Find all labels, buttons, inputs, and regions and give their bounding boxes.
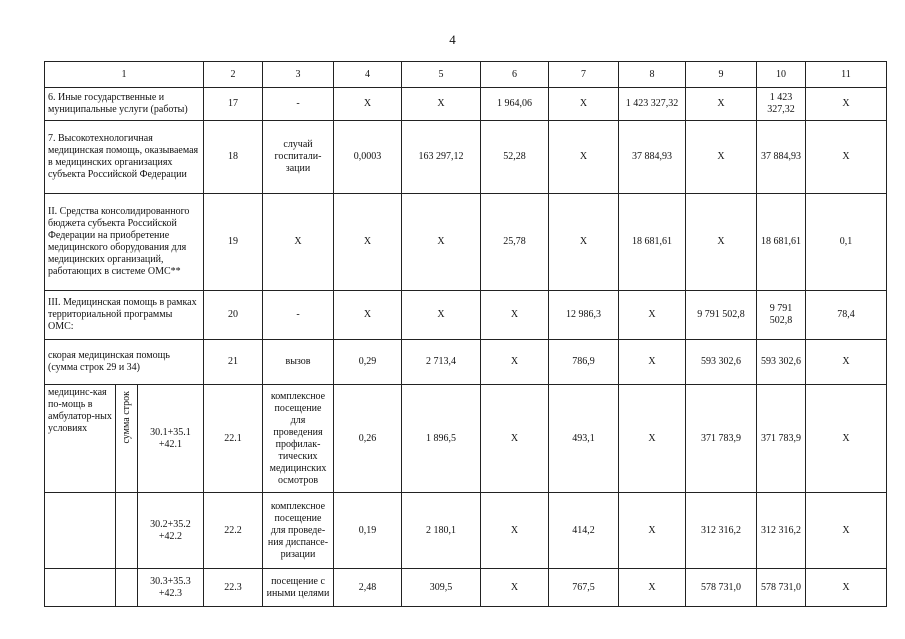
cell: 2 180,1 <box>402 493 481 569</box>
header-cell: 8 <box>619 62 686 88</box>
cell: 2 713,4 <box>402 340 481 385</box>
cell: Х <box>806 569 887 607</box>
cell: Х <box>402 291 481 340</box>
group-label: медицинс-кая по-мощь в амбулатор-ных условиях <box>45 385 116 493</box>
sub-cell: 30.1+35.1 +42.1 <box>138 385 204 493</box>
cell: 78,4 <box>806 291 887 340</box>
cell: 493,1 <box>549 385 619 493</box>
cell: 786,9 <box>549 340 619 385</box>
cell: посещение с иными целями <box>263 569 334 607</box>
table-row <box>45 340 887 385</box>
cell: 9 791 502,8 <box>757 291 806 340</box>
cell: 163 297,12 <box>402 121 481 194</box>
header-cell: 2 <box>204 62 263 88</box>
cell: 25,78 <box>481 194 549 291</box>
cell: комплексное посещение для проведе-ния диспансе-ризации <box>263 493 334 569</box>
cell: 593 302,6 <box>757 340 806 385</box>
cell: 0,26 <box>334 385 402 493</box>
table-row <box>45 569 887 607</box>
cell: Х <box>402 194 481 291</box>
cell: 2,48 <box>334 569 402 607</box>
cell: - <box>263 88 334 121</box>
cell: 1 423 327,32 <box>757 88 806 121</box>
cell: Х <box>263 194 334 291</box>
row-label: 6. Иные государственные и муниципальные услуги (работы) <box>45 88 204 121</box>
header-cell: 3 <box>263 62 334 88</box>
cell: - <box>263 291 334 340</box>
cell: 593 302,6 <box>686 340 757 385</box>
row-label: II. Средства консолидированного бюджета субъекта Российской Федерации на приобретение медицинского оборудования для медицинских организаций, работающих в системе ОМС** <box>45 194 204 291</box>
cell: Х <box>334 194 402 291</box>
empty-cell <box>116 493 138 569</box>
table-row <box>45 291 887 340</box>
row-label: III. Медицинская помощь в рамках территориальной программы ОМС: <box>45 291 204 340</box>
cell: 312 316,2 <box>686 493 757 569</box>
cell: Х <box>619 493 686 569</box>
cell: 371 783,9 <box>757 385 806 493</box>
empty-cell <box>116 569 138 607</box>
cell: Х <box>806 493 887 569</box>
cell: Х <box>481 569 549 607</box>
cell: Х <box>334 88 402 121</box>
cell: 0,1 <box>806 194 887 291</box>
cell: Х <box>549 194 619 291</box>
page-number: 4 <box>449 32 456 47</box>
cell: 18 681,61 <box>619 194 686 291</box>
cell: 37 884,93 <box>619 121 686 194</box>
cell: Х <box>806 385 887 493</box>
header-cell: 9 <box>686 62 757 88</box>
cell: 21 <box>204 340 263 385</box>
budget-table <box>44 61 887 607</box>
cell: случай госпитали-зации <box>263 121 334 194</box>
row-label: 7. Высокотехнологичная медицинская помощь, оказываемая в медицинских организациях субъекта Российской Федерации <box>45 121 204 194</box>
cell: Х <box>549 88 619 121</box>
cell: Х <box>686 194 757 291</box>
cell: Х <box>481 493 549 569</box>
cell: Х <box>549 121 619 194</box>
table-row <box>45 88 887 121</box>
cell: 1 423 327,32 <box>619 88 686 121</box>
cell: 20 <box>204 291 263 340</box>
cell: 414,2 <box>549 493 619 569</box>
sub-cell: 30.3+35.3 +42.3 <box>138 569 204 607</box>
cell: Х <box>334 291 402 340</box>
cell: Х <box>619 569 686 607</box>
header-row <box>45 62 887 88</box>
cell: 37 884,93 <box>757 121 806 194</box>
cell: Х <box>686 88 757 121</box>
cell: 17 <box>204 88 263 121</box>
table-row <box>45 493 887 569</box>
table-row <box>45 194 887 291</box>
cell: 9 791 502,8 <box>686 291 757 340</box>
cell: 18 681,61 <box>757 194 806 291</box>
header-cell: 10 <box>757 62 806 88</box>
cell: 0,19 <box>334 493 402 569</box>
cell: Х <box>619 291 686 340</box>
cell: 578 731,0 <box>757 569 806 607</box>
cell: 0,29 <box>334 340 402 385</box>
cell: 578 731,0 <box>686 569 757 607</box>
cell: Х <box>481 385 549 493</box>
table-row <box>45 385 887 493</box>
header-cell: 5 <box>402 62 481 88</box>
cell: комплексное посещение для проведения профилак-тических медицинских осмотров <box>263 385 334 493</box>
cell: 371 783,9 <box>686 385 757 493</box>
sub-cell: 30.2+35.2 +42.2 <box>138 493 204 569</box>
row-label: скорая медицинская помощь (сумма строк 29 и 34) <box>45 340 204 385</box>
cell: 22.2 <box>204 493 263 569</box>
group-vertical-cell <box>116 385 138 493</box>
cell: Х <box>619 340 686 385</box>
cell: Х <box>806 340 887 385</box>
header-cell: 7 <box>549 62 619 88</box>
cell: Х <box>481 291 549 340</box>
cell: 309,5 <box>402 569 481 607</box>
cell: 1 896,5 <box>402 385 481 493</box>
cell: вызов <box>263 340 334 385</box>
cell: 18 <box>204 121 263 194</box>
cell: 22.1 <box>204 385 263 493</box>
cell: 1 964,06 <box>481 88 549 121</box>
cell: 0,0003 <box>334 121 402 194</box>
cell: Х <box>806 88 887 121</box>
header-cell: 4 <box>334 62 402 88</box>
cell: Х <box>686 121 757 194</box>
cell: 767,5 <box>549 569 619 607</box>
cell: 312 316,2 <box>757 493 806 569</box>
header-cell: 6 <box>481 62 549 88</box>
table-row <box>45 121 887 194</box>
cell: 19 <box>204 194 263 291</box>
cell: Х <box>619 385 686 493</box>
cell: 22.3 <box>204 569 263 607</box>
cell: Х <box>806 121 887 194</box>
empty-cell <box>45 569 116 607</box>
cell: Х <box>402 88 481 121</box>
header-cell: 1 <box>45 62 204 88</box>
cell: 52,28 <box>481 121 549 194</box>
empty-cell <box>45 493 116 569</box>
vertical-label: сумма строк <box>120 391 132 444</box>
cell: Х <box>481 340 549 385</box>
cell: 12 986,3 <box>549 291 619 340</box>
header-cell: 11 <box>806 62 887 88</box>
